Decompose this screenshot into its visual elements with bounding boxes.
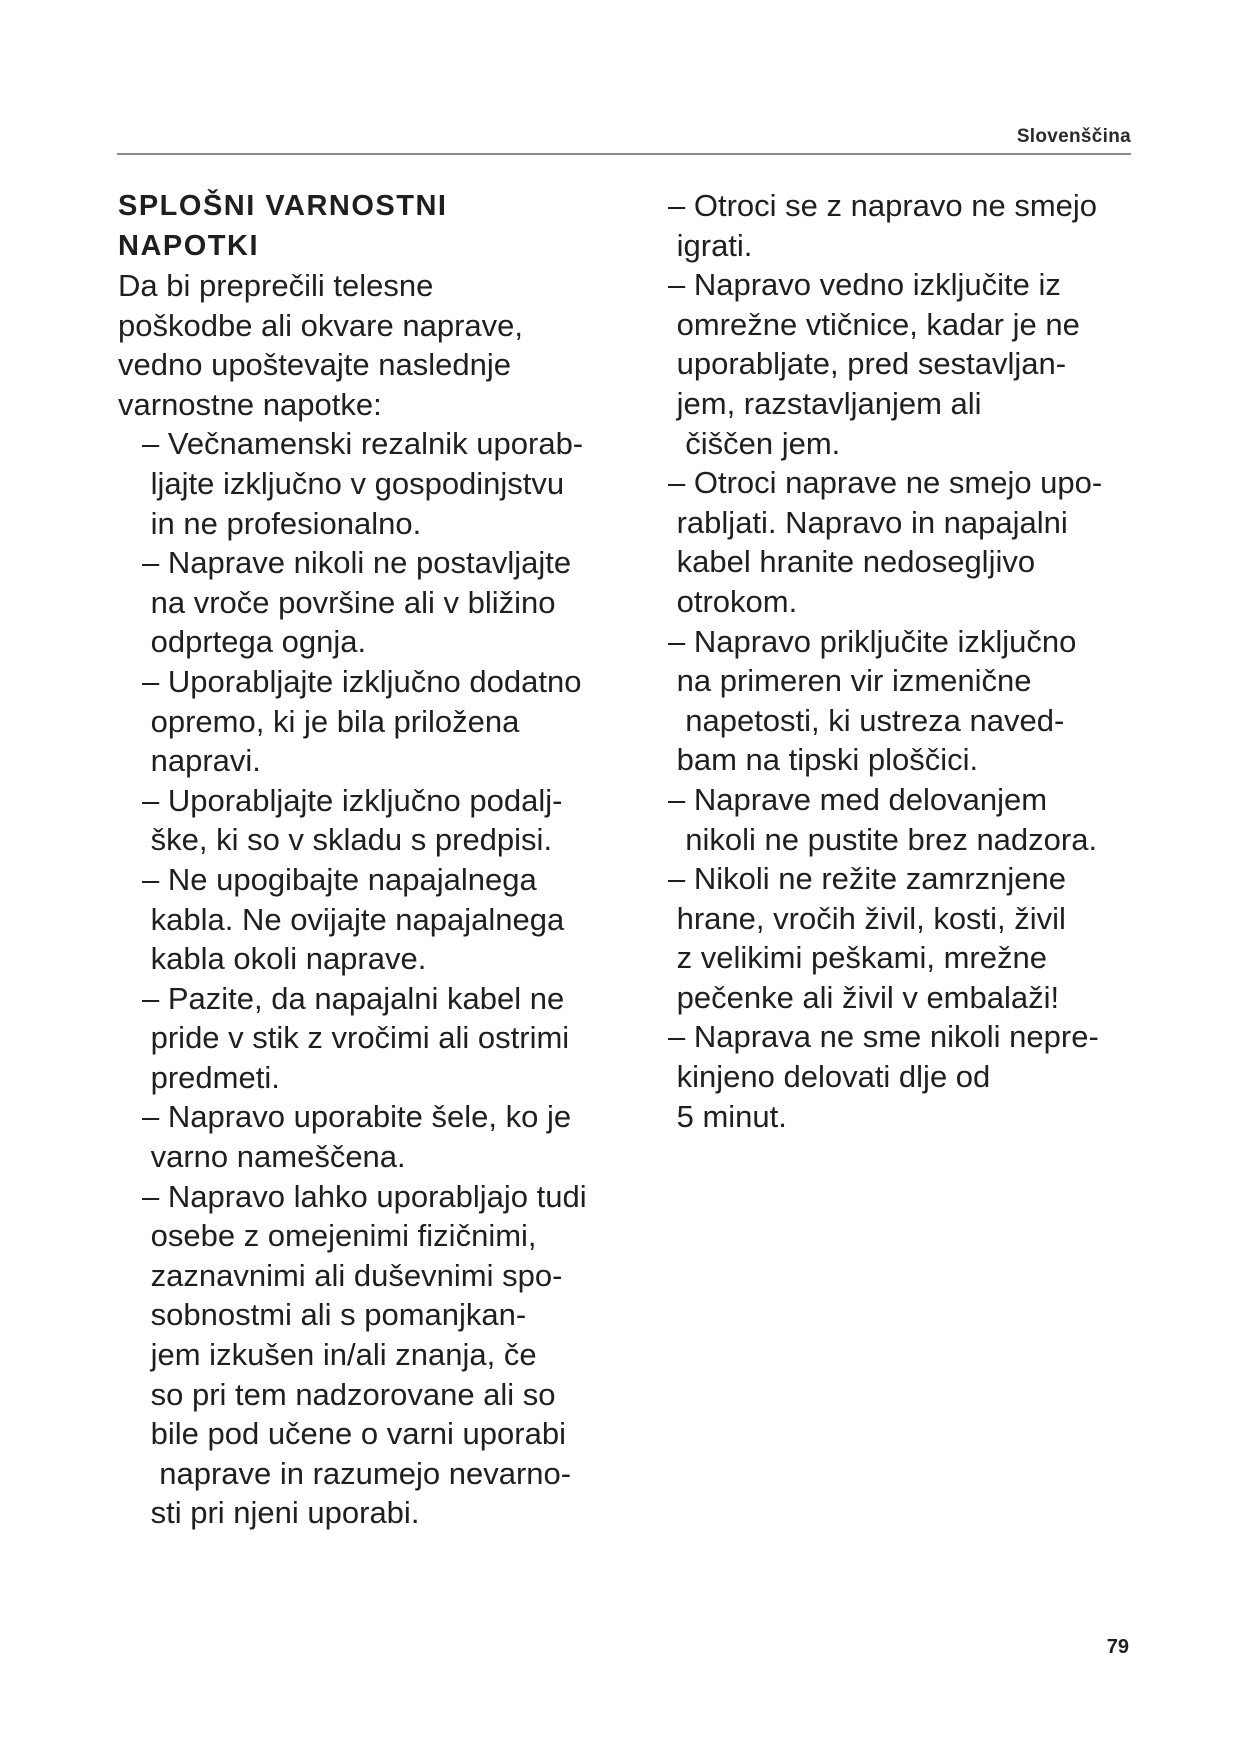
safety-line: kabel hranite nedosegljivo — [668, 544, 1036, 580]
section-title-line: SPLOŠNI VARNOSTNI — [118, 190, 448, 222]
intro-line: poškodbe ali okvare naprave, — [118, 307, 523, 343]
safety-line: kabla okoli naprave. — [142, 941, 427, 977]
safety-line: igrati. — [668, 227, 753, 263]
page-number: 79 — [1106, 1636, 1129, 1658]
safety-line: – Napravo priključite izključno — [668, 623, 1077, 659]
safety-line: napetosti, ki ustreza naved- — [668, 702, 1065, 738]
safety-line: varno nameščena. — [142, 1139, 406, 1175]
safety-line: – Pazite, da napajalni kabel ne — [142, 980, 565, 1016]
safety-line: jem izkušen in/ali znanja, če — [142, 1337, 537, 1373]
safety-line: odprtega ognja. — [142, 624, 367, 660]
header-divider — [117, 153, 1131, 155]
safety-line: naprave in razumejo nevarno- — [142, 1455, 572, 1491]
safety-line: – Napravo vedno izključite iz — [668, 267, 1061, 303]
safety-line: – Nikoli ne režite zamrznjene — [668, 861, 1067, 897]
safety-line: 5 minut. — [668, 1098, 787, 1134]
safety-line: hrane, vročih živil, kosti, živil — [668, 900, 1066, 936]
safety-line: kabla. Ne ovijajte napajalnega — [142, 901, 565, 937]
safety-line: jem, razstavljanjem ali — [668, 385, 982, 421]
left-column — [118, 186, 648, 1533]
safety-line: – Napravo lahko uporabljajo tudi — [142, 1178, 587, 1214]
intro-line: Da bi preprečili telesne — [118, 268, 434, 303]
safety-line: – Večnamenski rezalnik uporab- — [142, 426, 584, 462]
safety-line: ške, ki so v skladu s predpisi. — [142, 822, 553, 858]
safety-line: pride v stik z vročimi ali ostrimi — [142, 1020, 570, 1056]
right-column — [668, 186, 1148, 1136]
safety-line: rabljati. Napravo in napajalni — [668, 504, 1068, 540]
safety-line: – Ne upogibajte napajalnega — [142, 861, 537, 897]
safety-line: in ne profesionalno. — [142, 505, 422, 541]
safety-line: predmeti. — [142, 1059, 280, 1095]
safety-line: uporabljate, pred sestavljan- — [668, 346, 1067, 382]
safety-line: z velikimi peškami, mrežne — [668, 940, 1047, 976]
safety-line: nikoli ne pustite brez nadzora. — [668, 821, 1098, 857]
safety-line: – Naprave nikoli ne postavljajte — [142, 545, 572, 581]
safety-line: na primeren vir izmenične — [668, 663, 1032, 699]
safety-line: pečenke ali živil v embalaži! — [668, 979, 1060, 1015]
safety-line: – Otroci se z napravo ne smejo — [668, 188, 1098, 223]
safety-line: – Napravo uporabite šele, ko je — [142, 1099, 572, 1135]
intro-line: vedno upoštevajte naslednje — [118, 347, 511, 383]
safety-line: kinjeno delovati dlje od — [668, 1059, 991, 1095]
safety-line: bile pod učene o varni uporabi — [142, 1416, 566, 1452]
safety-line: sti pri njeni uporabi. — [142, 1495, 420, 1531]
safety-line: ljajte izključno v gospodinjstvu — [142, 465, 565, 501]
safety-line: – Naprave med delovanjem — [668, 781, 1048, 817]
section-title-line: NAPOTKI — [118, 230, 259, 262]
safety-line: – Naprava ne sme nikoli nepre- — [668, 1019, 1099, 1055]
safety-line: čiščen jem. — [668, 425, 841, 461]
safety-line: otrokom. — [668, 583, 798, 619]
safety-line: omrežne vtičnice, kadar je ne — [668, 306, 1080, 342]
safety-line: – Uporabljajte izključno dodatno — [142, 663, 582, 699]
safety-line: na vroče površine ali v bližino — [142, 584, 556, 620]
safety-line: zaznavnimi ali duševnimi spo- — [142, 1257, 563, 1293]
safety-line: osebe z omejenimi fizičnimi, — [142, 1218, 537, 1254]
safety-line: so pri tem nadzorovane ali so — [142, 1376, 556, 1412]
safety-line: napravi. — [142, 743, 261, 779]
intro-line: varnostne napotke: — [118, 386, 382, 422]
safety-line: bam na tipski ploščici. — [668, 742, 979, 778]
safety-line: – Uporabljajte izključno podalj- — [142, 782, 563, 818]
safety-line: sobnostmi ali s pomanjkan- — [142, 1297, 527, 1333]
safety-line: opremo, ki je bila priložena — [142, 703, 520, 739]
header-language: Slovenščina — [1016, 126, 1131, 147]
safety-line: – Otroci naprave ne smejo upo- — [668, 465, 1103, 501]
